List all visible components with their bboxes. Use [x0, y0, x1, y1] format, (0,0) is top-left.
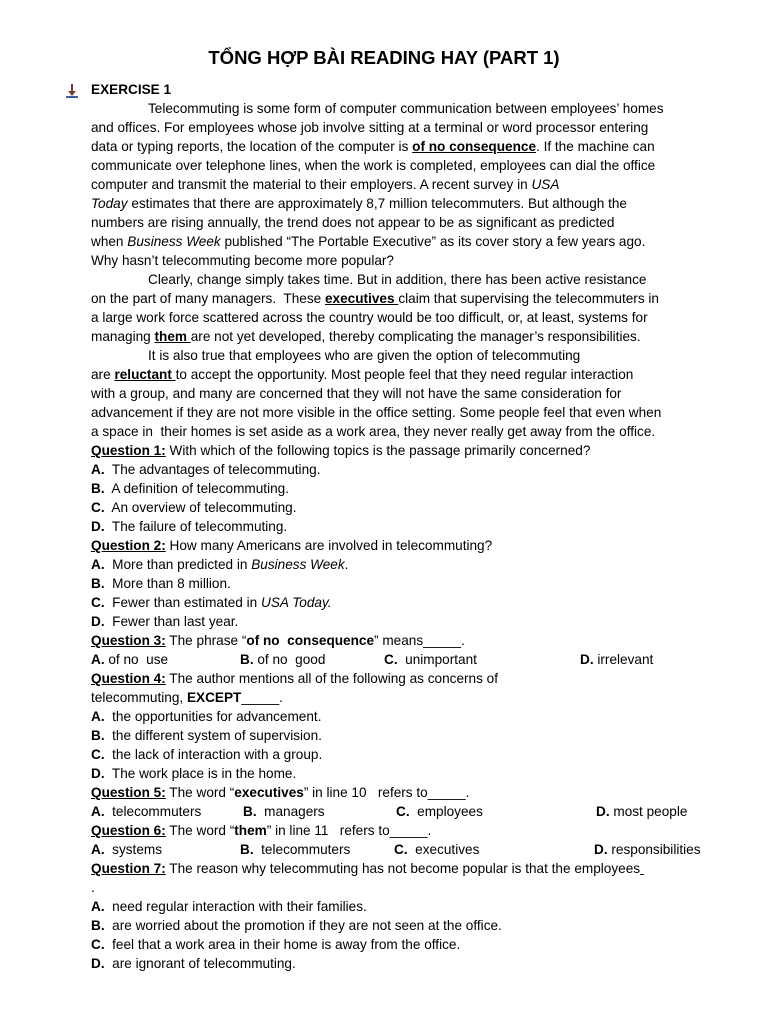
option-2b[interactable]: B. More than 8 million.: [91, 576, 231, 591]
passage-line: advancement if they are not more visible in the office setting. Some people feel that even when: [91, 405, 662, 420]
question-4: Question 4: The author mentions all of the following as concerns of: [91, 671, 499, 686]
question-6: Question 6: The word “them” in line 11 refers to_____.: [91, 823, 432, 838]
passage-line: It is also true that employees who are given the option of telecommuting: [148, 348, 581, 363]
passage-line: numbers are rising annually, the trend does not appear to be as significant as predicted: [91, 215, 615, 230]
question-3: Question 3: The phrase “of no consequence” means_____.: [91, 633, 465, 648]
option-5c[interactable]: C. employees: [396, 804, 483, 819]
passage-line: computer and transmit the material to their employers. A recent survey in USA: [91, 177, 560, 192]
passage-line: are reluctant to accept the opportunity. Most people feel that they need regular interaction: [91, 367, 634, 382]
passage-line: with a group, and many are concerned that they will not have the same consideration for: [91, 386, 622, 401]
option-6a[interactable]: A. systems: [91, 842, 163, 857]
option-5a[interactable]: A. telecommuters: [91, 804, 202, 819]
page-title: TỔNG HỢP BÀI READING HAY (PART 1): [208, 47, 560, 68]
option-2c[interactable]: C. Fewer than estimated in USA Today.: [91, 595, 332, 610]
arrow-down-bullet-icon: [64, 83, 80, 99]
question-7-line-2: .: [91, 880, 95, 895]
option-7c[interactable]: C. feel that a work area in their home is away from the office.: [91, 937, 461, 952]
option-3c[interactable]: C. unimportant: [384, 652, 477, 667]
option-3d[interactable]: D. irrelevant: [580, 652, 654, 667]
word-them: them: [154, 329, 191, 344]
option-1b[interactable]: B. A definition of telecommuting.: [91, 481, 289, 496]
passage-line: managing them are not yet developed, thereby complicating the manager’s responsibilities.: [91, 329, 641, 344]
passage-line: a space in their homes is set aside as a work area, they never really get away from the office.: [91, 424, 656, 439]
passage-line: Clearly, change simply takes time. But in addition, there has been active resistance: [148, 272, 647, 287]
option-1a[interactable]: A. The advantages of telecommuting.: [91, 462, 321, 477]
passage-line: data or typing reports, the location of the computer is of no consequence. If the machine can: [91, 139, 655, 154]
passage-line: Today estimates that there are approximately 8,7 million telecommuters. But although the: [91, 196, 627, 211]
exercise-heading: EXERCISE 1: [91, 82, 172, 97]
passage-line: a large work force scattered across the country would be too difficult, or, at least, systems for: [91, 310, 648, 325]
question-1: Question 1: With which of the following topics is the passage primarily concerned?: [91, 443, 591, 458]
option-6d[interactable]: D. responsibilities: [594, 842, 701, 857]
passage-line: communicate over telephone lines, when the work is completed, employees can dial the office: [91, 158, 656, 173]
option-7a[interactable]: A. need regular interaction with their families.: [91, 899, 367, 914]
option-3a[interactable]: A. of no use: [91, 652, 169, 667]
option-7b[interactable]: B. are worried about the promotion if they are not seen at the office.: [91, 918, 502, 933]
option-2a[interactable]: A. More than predicted in Business Week.: [91, 557, 349, 572]
word-reluctant: reluctant: [114, 367, 176, 382]
passage-line: on the part of many managers. These executives claim that supervising the telecommuters in: [91, 291, 659, 306]
option-4a[interactable]: A. the opportunities for advancement.: [91, 709, 322, 724]
option-3b[interactable]: B. of no good: [240, 652, 326, 667]
question-5: Question 5: The word “executives” in line 10 refers to_____.: [91, 785, 470, 800]
option-5b[interactable]: B. managers: [243, 804, 325, 819]
option-5d[interactable]: D. most people: [596, 804, 688, 819]
question-7: Question 7: The reason why telecommuting has not become popular is that the employees: [91, 861, 641, 876]
passage-line: Why hasn’t telecommuting become more popular?: [91, 253, 394, 268]
option-1c[interactable]: C. An overview of telecommuting.: [91, 500, 297, 515]
option-2d[interactable]: D. Fewer than last year.: [91, 614, 239, 629]
option-6b[interactable]: B. telecommuters: [240, 842, 351, 857]
option-4c[interactable]: C. the lack of interaction with a group.: [91, 747, 323, 762]
option-4d[interactable]: D. The work place is in the home.: [91, 766, 297, 781]
question-2: Question 2: How many Americans are involved in telecommuting?: [91, 538, 493, 553]
passage-line: Telecommuting is some form of computer communication between employees’ homes: [148, 101, 664, 116]
passage-line: when Business Week published “The Portable Executive” as its cover story a few years ago.: [91, 234, 646, 249]
option-6c[interactable]: C. executives: [394, 842, 480, 857]
option-4b[interactable]: B. the different system of supervision.: [91, 728, 322, 743]
option-1d[interactable]: D. The failure of telecommuting.: [91, 519, 288, 534]
question-4-line-2: telecommuting, EXCEPT_____.: [91, 690, 283, 705]
passage-line: and offices. For employees whose job involve sitting at a terminal or word processor entering: [91, 120, 649, 135]
option-7d[interactable]: D. are ignorant of telecommuting.: [91, 956, 296, 971]
word-executives: executives: [325, 291, 399, 306]
phrase-of-no-consequence: of no consequence: [412, 139, 537, 154]
